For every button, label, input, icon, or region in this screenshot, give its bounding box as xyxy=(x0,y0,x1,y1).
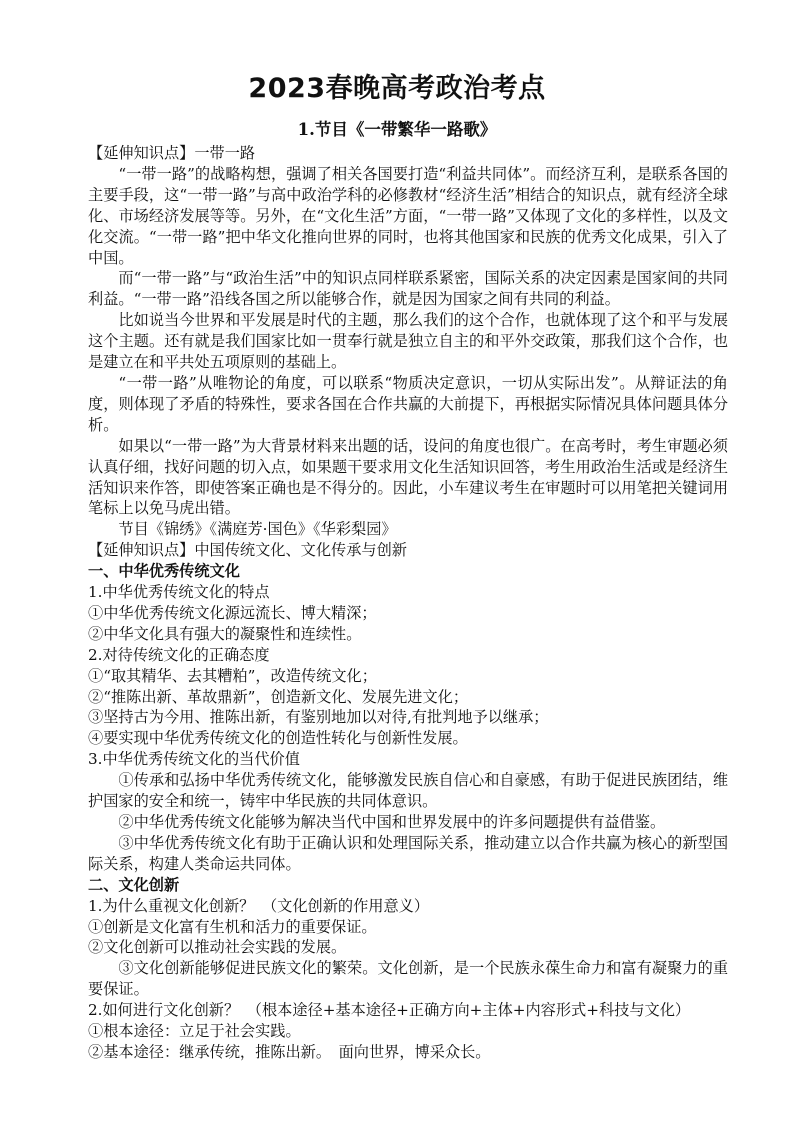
list-item: ②中华文化具有强大的凝聚性和连续性。 xyxy=(88,624,362,643)
paragraph: 【延伸知识点】中国传统文化、文化传承与创新 xyxy=(88,541,407,560)
paragraph: “一带一路”从唯物论的角度，可以联系“物质决定意识，一切从实际出发”。从辩证法的角度，则体现了矛盾的特殊性，要求各国在合作共赢的大前提下，再根据实际情况具体问题具体分析。 xyxy=(88,373,728,434)
paragraph: 如果以“一带一路”为大背景材料来出题的话，设问的角度也很广。在高考时，考生审题必须认真仔细，找好问题的切入点，如果题干要求用文化生活知识回答，考生用政治生活或是经济生活知识来作答，即使答案正确也是不得分的。因此，小车建议考生在审题时可以用笔把关键词用笔标上以免马虎出错。 xyxy=(88,436,728,518)
section-heading: 二、文化创新 xyxy=(88,875,180,894)
list-item: ②文化创新可以推动社会实践的发展。 xyxy=(88,938,347,957)
list-item: ①根本途径：立足于社会实践。 xyxy=(88,1022,301,1041)
list-item: ①创新是文化富有生机和活力的重要保证。 xyxy=(88,917,377,936)
list-item: ①传承和弘扬中华优秀传统文化，能够激发民族自信心和自豪感，有助于促进民族团结，维护国家的安全和统一，铸牢中华民族的共同体意识。 xyxy=(88,771,728,811)
subheading: 2.如何进行文化创新？ （根本途径+基本途径+正确方向+主体+内容形式+科技与文化） xyxy=(88,1001,691,1020)
program-heading: 节目《锦绣》《满庭芳·国色》《华彩梨园》 xyxy=(118,520,397,539)
paragraph: “一带一路”的战略构想，强调了相关各国要打造“利益共同体”。而经济互利，是联系各国的主要手段，这“一带一路”与高中政治学科的必修教材“经济生活”相结合的知识点，就有经济全球化、市场经济发展等等。另外，在“文化生活”方面，“一带一路”又体现了文化的多样性，以及文化交流。“一带一路”把中华文化推向世界的同时，也将其他国家和民族的优秀文化成果，引入了中国。 xyxy=(88,164,728,267)
list-item: ②基本途径：继承传统，推陈出新。 面向世界，博采众长。 xyxy=(88,1042,491,1061)
list-item: ④要实现中华优秀传统文化的创造性转化与创新性发展。 xyxy=(88,729,468,748)
subheading: 3.中华优秀传统文化的当代价值 xyxy=(88,750,300,769)
section-heading: 一、中华优秀传统文化 xyxy=(88,562,240,581)
list-item: ①中华优秀传统文化源远流长、博大精深； xyxy=(88,603,377,622)
subheading: 2.对待传统文化的正确态度 xyxy=(88,645,270,664)
list-item: ③中华优秀传统文化有助于正确认识和处理国际关系，推动建立以合作共赢为核心的新型国际关系，构建人类命运共同体。 xyxy=(88,833,728,873)
list-item: ②“推陈出新、革故鼎新”，创造新文化、发展先进文化； xyxy=(88,687,469,706)
section-subtitle: 1.节目《一带繁华一路歌》 xyxy=(297,120,497,139)
list-item: ②中华优秀传统文化能够为解决当代中国和世界发展中的许多问题提供有益借鉴。 xyxy=(118,813,666,831)
subheading: 1.为什么重视文化创新？ （文化创新的作用意义） xyxy=(88,896,430,915)
paragraph: 比如说当今世界和平发展是时代的主题，那么我们的这个合作，也就体现了这个和平与发展这个主题。还有就是我们国家比如一贯奉行就是独立自主的和平外交政策，那我们这个合作，也是建立在和平共处五项原则的基础上。 xyxy=(88,311,728,372)
paragraph: 而“一带一路”与“政治生活”中的知识点同样联系紧密，国际关系的决定因素是国家间的共同利益。“一带一路”沿线各国之所以能够合作，就是因为国家之间有共同的利益。 xyxy=(88,269,728,309)
document-body xyxy=(88,143,728,1063)
list-item: ③文化创新能够促进民族文化的繁荣。文化创新，是一个民族永葆生命力和富有凝聚力的重要保证。 xyxy=(88,959,728,999)
list-item: ①“取其精华、去其糟粕”，改造传统文化； xyxy=(88,666,377,685)
subheading: 1.中华优秀传统文化的特点 xyxy=(88,583,270,602)
document-title: 2023春晚高考政治考点 xyxy=(248,73,546,104)
paragraph: 【延伸知识点】一带一路 xyxy=(88,144,256,162)
list-item: ③坚持古为今用、推陈出新，有鉴别地加以对待,有批判地予以继承； xyxy=(88,708,549,727)
